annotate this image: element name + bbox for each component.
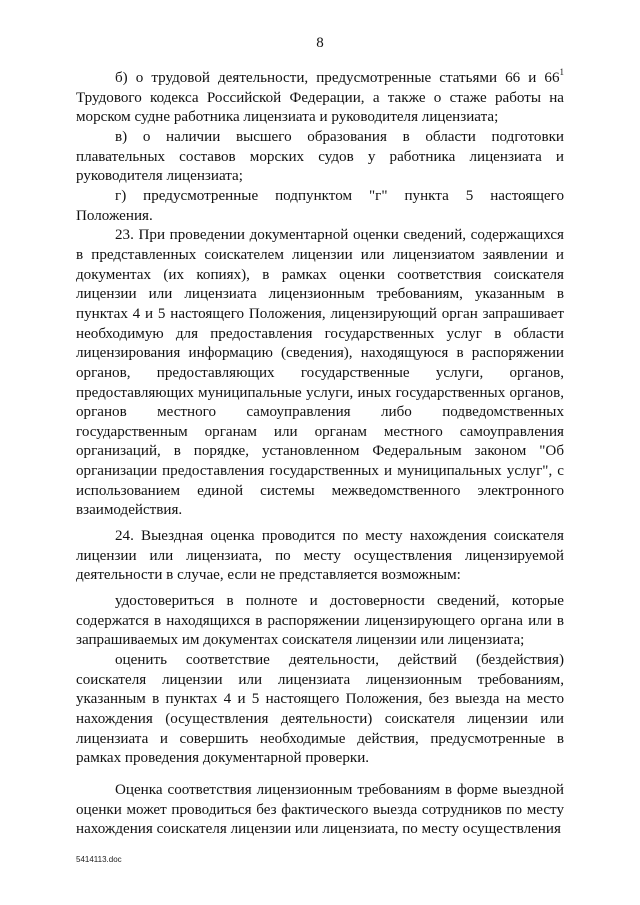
page-number: 8 [316,35,324,51]
paragraph-g: г) предусмотренные подпунктом "г" пункта 5 настоящего Положения. [76,187,564,224]
paragraph-b-continuation: Трудового кодекса Российской Федерации, а также о стаже работы на морском судне работника лицензиата и руководителя лицензиата; [76,89,564,126]
paragraph-b-superscript: 1 [559,66,564,77]
paragraph-24: 24. Выездная оценка проводится по месту нахождения соискателя лицензии или лицензиата, по месту осуществления лицензируемой деятельности в случае, если не представляется возможным: [76,528,564,584]
paragraph-last: Оценка соответствия лицензионным требованиям в форме выездной оценки может проводиться без фактического выезда сотрудников по месту нахождения соискателя лицензии или лицензиата, по месту осуществления [76,781,564,838]
paragraph-24-item-2: оценить соответствие деятельности, действий (бездействия) соискателя лицензии или лицензиата лицензионным требованиям, указанным в пунктах 4 и 5 настоящего Положения, без выезда на место нахождения (осуществления деятельности) соискателя лицензии или лицензиата и совершить необходимые действия, предусмотренные в рамках проведения документарной проверки. [76,652,564,767]
document-body [76,66,564,840]
file-name-footer: 5414113.doc [76,855,122,864]
paragraph-b [76,66,564,128]
paragraph-b-text: б) о трудовой деятельности, предусмотренные статьями 66 и 66 [115,70,560,86]
paragraph-23: 23. При проведении документарной оценки сведений, содержащихся в представленных соискателем лицензии или лицензиатом заявлении и документах (их копиях), в рамках оценки соответствия соискателя лицензии или лицензиата лицензионным требованиям, указанным в пунктах 4 и 5 настоящего Положения, лицензирующий орган запрашивает необходимую для предоставления государственных услуг в области лицензирования информацию (сведения), находящуюся в распоряжении органов, предоставляющих государственные услуги, органов, предоставляющих муниципальные услуги, иных государственных органов, органов местного самоуправления либо подведомственных государственным органам или органам местного самоуправления организаций, в порядке, установленном Федеральным законом "Об организации предоставления государственных и муниципальных услуг", с использованием единой системы межведомственного электронного взаимодействия. [76,227,564,519]
paragraph-v: в) о наличии высшего образования в области подготовки плавательных составов морских судов у работника лицензиата и руководителя лицензиата; [76,128,564,185]
paragraph-24-item-1: удостовериться в полноте и достоверности сведений, которые содержатся в находящихся в распоряжении лицензирующего органа или в запрашиваемых им документах соискателя лицензии или лицензиата; [76,593,564,649]
